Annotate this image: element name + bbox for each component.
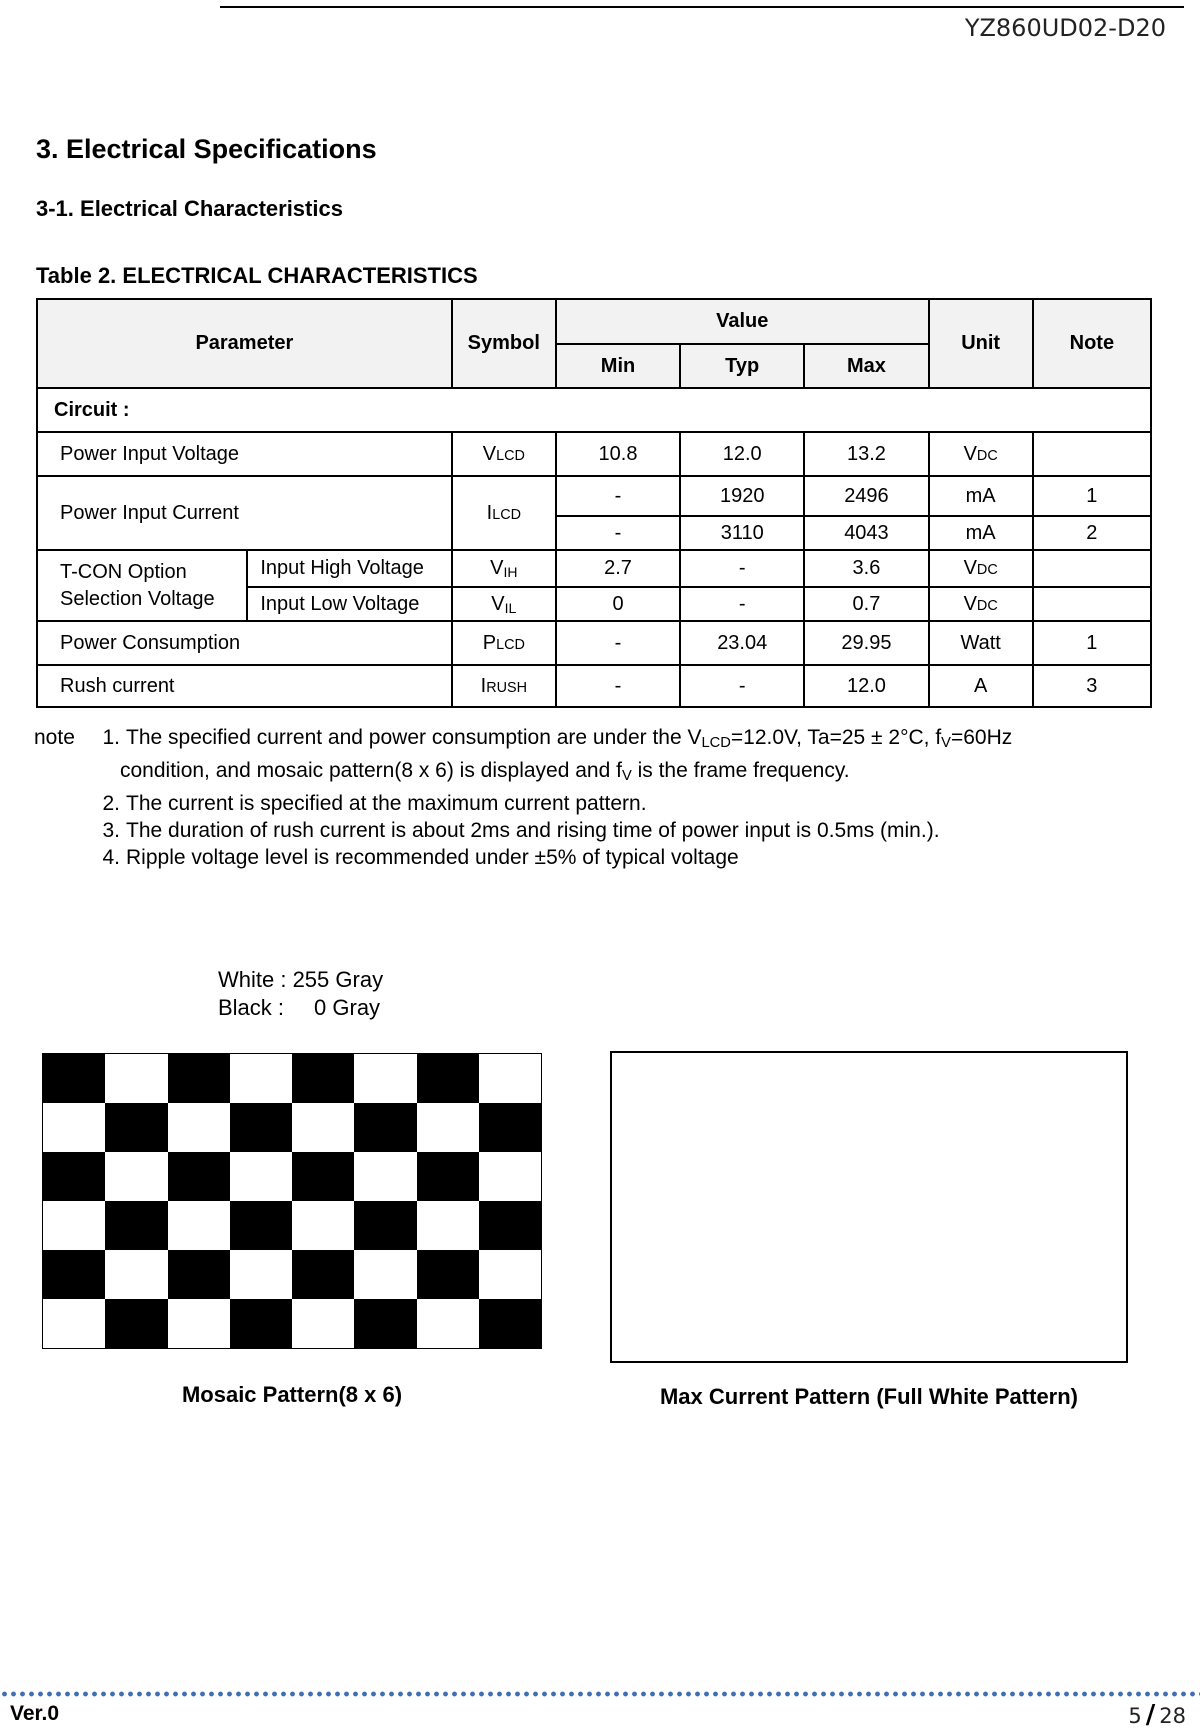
mosaic-cell xyxy=(354,1103,416,1152)
mosaic-cell xyxy=(230,1054,292,1103)
mosaic-cell xyxy=(292,1054,354,1103)
symbol-vih: $V_{IH}$ xyxy=(452,550,556,587)
mosaic-cell xyxy=(354,1201,416,1250)
param-power-consumption: Power Consumption xyxy=(37,621,452,665)
table-caption: Table 2. ELECTRICAL CHARACTERISTICS xyxy=(36,263,478,288)
param-tcon-option xyxy=(37,550,247,621)
header-rule xyxy=(220,6,1184,8)
cell-typ: - xyxy=(680,587,804,621)
section-title: 3. Electrical Specifications xyxy=(36,134,377,164)
cell-max: 2496 xyxy=(804,476,928,516)
section-circuit: Circuit : xyxy=(37,388,1151,432)
mosaic-cell xyxy=(230,1103,292,1152)
mosaic-cell xyxy=(479,1201,541,1250)
cell-unit: A xyxy=(929,665,1033,707)
cell-max: 13.2 xyxy=(804,432,928,476)
param-rush-current: Rush current xyxy=(37,665,452,707)
mosaic-pattern-caption: Mosaic Pattern(8 x 6) xyxy=(181,1382,403,1407)
cell-unit: VDC xyxy=(929,432,1033,476)
symbol-plcd: PLCD xyxy=(452,621,556,665)
table-row xyxy=(37,476,1151,516)
note-3: The duration of rush current is about 2ms and rising time of power input is 0.5ms (min.). xyxy=(126,819,940,842)
mosaic-cell xyxy=(292,1299,354,1348)
mosaic-cell xyxy=(417,1201,479,1250)
note-2: The current is specified at the maximum current pattern. xyxy=(126,792,647,815)
header-min: Min xyxy=(556,344,680,388)
cell-typ: 23.04 xyxy=(680,621,804,665)
cell-min: 10.8 xyxy=(556,432,680,476)
cell-note: 1 xyxy=(1033,476,1151,516)
cell-typ: 3110 xyxy=(680,516,804,550)
mosaic-cell xyxy=(292,1152,354,1201)
mosaic-cell xyxy=(105,1299,167,1348)
mosaic-cell xyxy=(292,1103,354,1152)
cell-min: - xyxy=(556,516,680,550)
param-input-low-voltage: Input Low Voltage xyxy=(247,587,451,621)
mosaic-cell xyxy=(230,1201,292,1250)
doc-code: YZ860UD02-D20 xyxy=(964,14,1166,42)
symbol-irush: IRUSH xyxy=(452,665,556,707)
header-parameter: Parameter xyxy=(37,299,452,388)
note-4: Ripple voltage level is recommended under ±5% of typical voltage xyxy=(126,846,739,869)
mosaic-cell xyxy=(479,1054,541,1103)
mosaic-cell xyxy=(479,1250,541,1299)
mosaic-cell xyxy=(168,1103,230,1152)
mosaic-cell xyxy=(292,1250,354,1299)
note-1: The specified current and power consumption are under the $V_{LCD}=12.0V$, Ta=25 ± 2°C, $f_V=60Hz$ xyxy=(126,726,1013,751)
cell-typ: - xyxy=(680,550,804,587)
mosaic-cell xyxy=(43,1152,105,1201)
mosaic-cell xyxy=(230,1250,292,1299)
note-1-continued: condition, and mosaic pattern(8 x 6) is displayed and $f_V$ is the frame frequency. xyxy=(120,759,850,784)
cell-unit: mA xyxy=(929,476,1033,516)
header-typ: Typ xyxy=(680,344,804,388)
mosaic-cell xyxy=(105,1250,167,1299)
mosaic-cell xyxy=(479,1152,541,1201)
cell-unit: VDC xyxy=(929,587,1033,621)
mosaic-cell xyxy=(354,1152,416,1201)
cell-min: - xyxy=(556,621,680,665)
full-white-pattern-caption: Max Current Pattern (Full White Pattern) xyxy=(659,1384,1079,1409)
legend-black: Black : 0 Gray xyxy=(218,995,381,1020)
header-unit: Unit xyxy=(929,299,1033,388)
header-symbol: Symbol xyxy=(452,299,556,388)
symbol-vlcd: VLCD xyxy=(452,432,556,476)
cell-typ: 12.0 xyxy=(680,432,804,476)
cell-note: 3 xyxy=(1033,665,1151,707)
mosaic-pattern xyxy=(42,1053,542,1349)
cell-note xyxy=(1033,587,1151,621)
mosaic-cell xyxy=(479,1299,541,1348)
param-power-input-voltage: Power Input Voltage xyxy=(37,432,452,476)
mosaic-cell xyxy=(105,1201,167,1250)
table-row xyxy=(37,621,1151,665)
table-notes xyxy=(34,724,1126,871)
footer-dotted-rule xyxy=(0,1691,1200,1697)
mosaic-cell xyxy=(230,1299,292,1348)
cell-max: 0.7 xyxy=(804,587,928,621)
cell-note: 1 xyxy=(1033,621,1151,665)
mosaic-cell xyxy=(292,1201,354,1250)
mosaic-cell xyxy=(417,1054,479,1103)
cell-max: 12.0 xyxy=(804,665,928,707)
note-number: 4. xyxy=(102,846,120,869)
mosaic-cell xyxy=(417,1250,479,1299)
version-label: Ver.0 xyxy=(10,1702,60,1725)
mosaic-cell xyxy=(230,1152,292,1201)
header-max: Max xyxy=(804,344,928,388)
mosaic-cell xyxy=(168,1152,230,1201)
mosaic-cell xyxy=(479,1103,541,1152)
cell-unit: Watt xyxy=(929,621,1033,665)
param-power-input-current: Power Input Current xyxy=(37,476,452,550)
mosaic-cell xyxy=(168,1054,230,1103)
note-number: 2. xyxy=(102,792,120,815)
page-number: 5 / 28 xyxy=(1128,1700,1186,1730)
note-number: 1. xyxy=(102,726,120,749)
cell-max: 29.95 xyxy=(804,621,928,665)
mosaic-cell xyxy=(43,1054,105,1103)
full-white-pattern xyxy=(610,1051,1128,1363)
mosaic-cell xyxy=(168,1250,230,1299)
note-number: 3. xyxy=(102,819,120,842)
cell-max: 4043 xyxy=(804,516,928,550)
mosaic-cell xyxy=(354,1250,416,1299)
mosaic-cell xyxy=(43,1250,105,1299)
mosaic-cell xyxy=(417,1299,479,1348)
mosaic-cell xyxy=(168,1299,230,1348)
param-tcon-line1: T-CON Option xyxy=(60,560,187,583)
mosaic-cell xyxy=(43,1201,105,1250)
header-note: Note xyxy=(1033,299,1151,388)
mosaic-cell xyxy=(354,1054,416,1103)
mosaic-cell xyxy=(43,1299,105,1348)
table-row xyxy=(37,432,1151,476)
gray-level-legend xyxy=(218,966,383,1022)
symbol-ilcd: ILCD xyxy=(452,476,556,550)
cell-unit: VDC xyxy=(929,550,1033,587)
cell-max: 3.6 xyxy=(804,550,928,587)
cell-min: 0 xyxy=(556,587,680,621)
cell-typ: - xyxy=(680,665,804,707)
mosaic-cell xyxy=(168,1201,230,1250)
cell-typ: 1920 xyxy=(680,476,804,516)
mosaic-cell xyxy=(105,1152,167,1201)
header-value: Value xyxy=(556,299,929,344)
subsection-title: 3-1. Electrical Characteristics xyxy=(36,196,343,221)
mosaic-cell xyxy=(105,1103,167,1152)
cell-unit: mA xyxy=(929,516,1033,550)
mosaic-cell xyxy=(417,1103,479,1152)
electrical-characteristics-table xyxy=(36,298,1152,708)
cell-note xyxy=(1033,432,1151,476)
cell-note: 2 xyxy=(1033,516,1151,550)
table-row xyxy=(37,665,1151,707)
mosaic-cell xyxy=(417,1152,479,1201)
mosaic-cell xyxy=(105,1054,167,1103)
cell-note xyxy=(1033,550,1151,587)
cell-min: 2.7 xyxy=(556,550,680,587)
param-input-high-voltage: Input High Voltage xyxy=(247,550,451,587)
symbol-vil: $V_{IL}$ xyxy=(452,587,556,621)
cell-min: - xyxy=(556,665,680,707)
cell-min: - xyxy=(556,476,680,516)
param-tcon-line2: Selection Voltage xyxy=(60,587,215,610)
notes-label: note xyxy=(34,726,75,749)
mosaic-cell xyxy=(354,1299,416,1348)
legend-white: White : 255 Gray xyxy=(218,967,384,992)
table-row xyxy=(37,550,1151,587)
mosaic-cell xyxy=(43,1103,105,1152)
